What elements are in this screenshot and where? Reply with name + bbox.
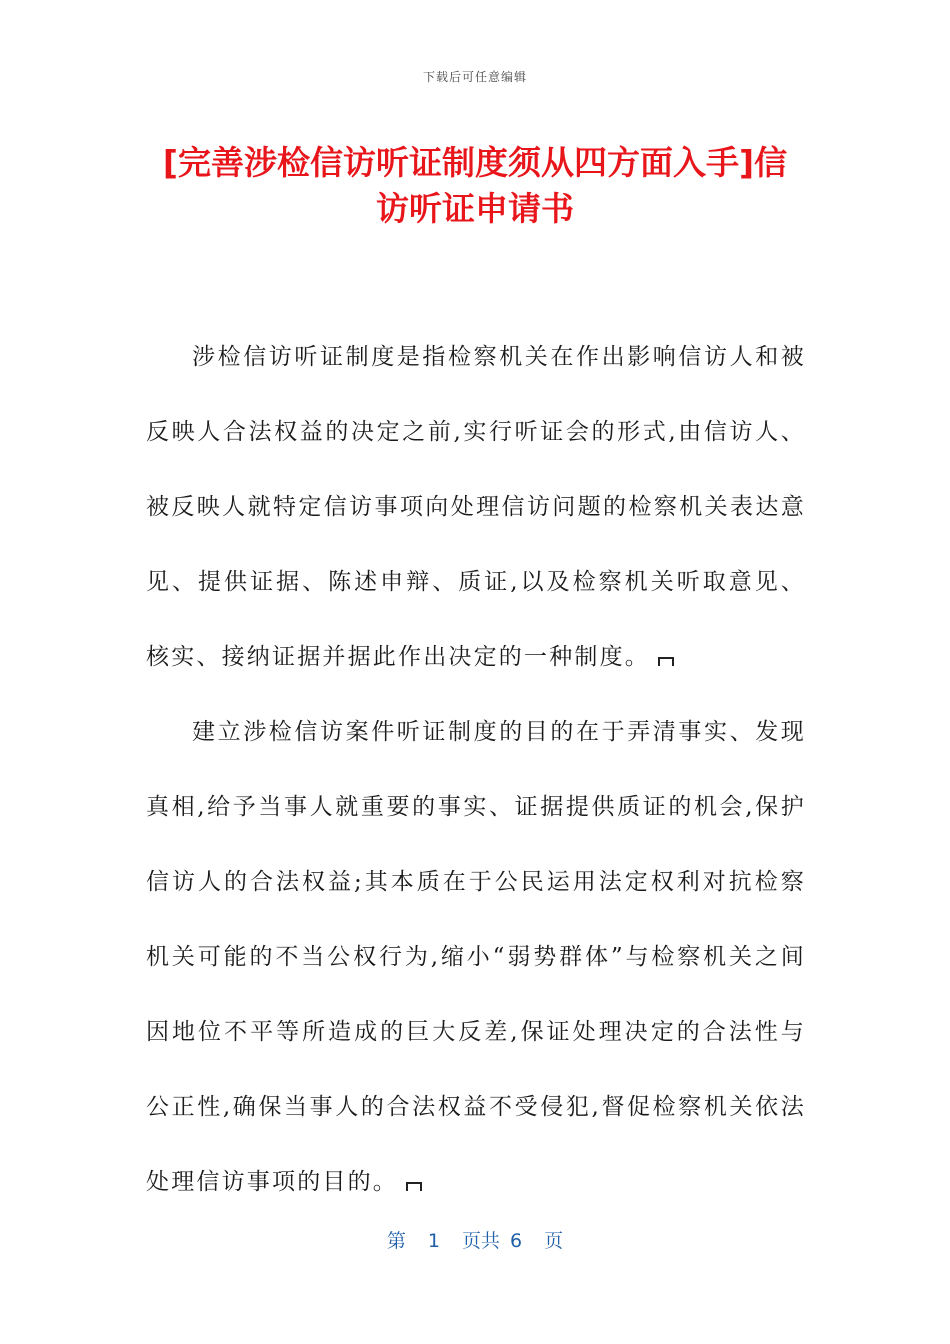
footer-page-number: 1 — [427, 1230, 440, 1252]
footer-middle: 页共 — [461, 1230, 500, 1252]
footer-suffix: 页 — [544, 1230, 564, 1252]
footer-prefix: 第 — [386, 1230, 406, 1252]
document-title: [完善涉检信访听证制度须从四方面入手]信访听证申请书 — [162, 143, 788, 228]
paragraph-mark-icon — [406, 1182, 422, 1191]
paragraph-mark-icon — [658, 657, 674, 666]
header-note: 下载后可任意编辑 — [422, 70, 527, 84]
paragraph — [146, 695, 806, 1220]
paragraph-text: 建立涉检信访案件听证制度的目的在于弄清事实、发现真相,给予当事人就重要的事实、证据提供质证的机会,保护信访人的合法权益;其本质在于公民运用法定权利对抗检察机关可能的不当公权行为,缩小“弱势群体”与检察机关之间因地位不平等所造成的巨大反差,保证处理决定的合法性与公正性,确保当事人的合法权益不受侵犯,督促检察机关依法处理信访事项的目的。 — [146, 719, 806, 1195]
paragraph — [146, 320, 806, 695]
document-body — [146, 320, 806, 1220]
paragraph-text: 涉检信访听证制度是指检察机关在作出影响信访人和被反映人合法权益的决定之前,实行听证会的形式,由信访人、被反映人就特定信访事项向处理信访问题的检察机关表达意见、提供证据、陈述申辩、质证,以及检察机关听取意见、核实、接纳证据并据此作出决定的一种制度。 — [146, 344, 806, 670]
footer-total-pages: 6 — [510, 1230, 523, 1252]
page-footer — [0, 1226, 950, 1253]
